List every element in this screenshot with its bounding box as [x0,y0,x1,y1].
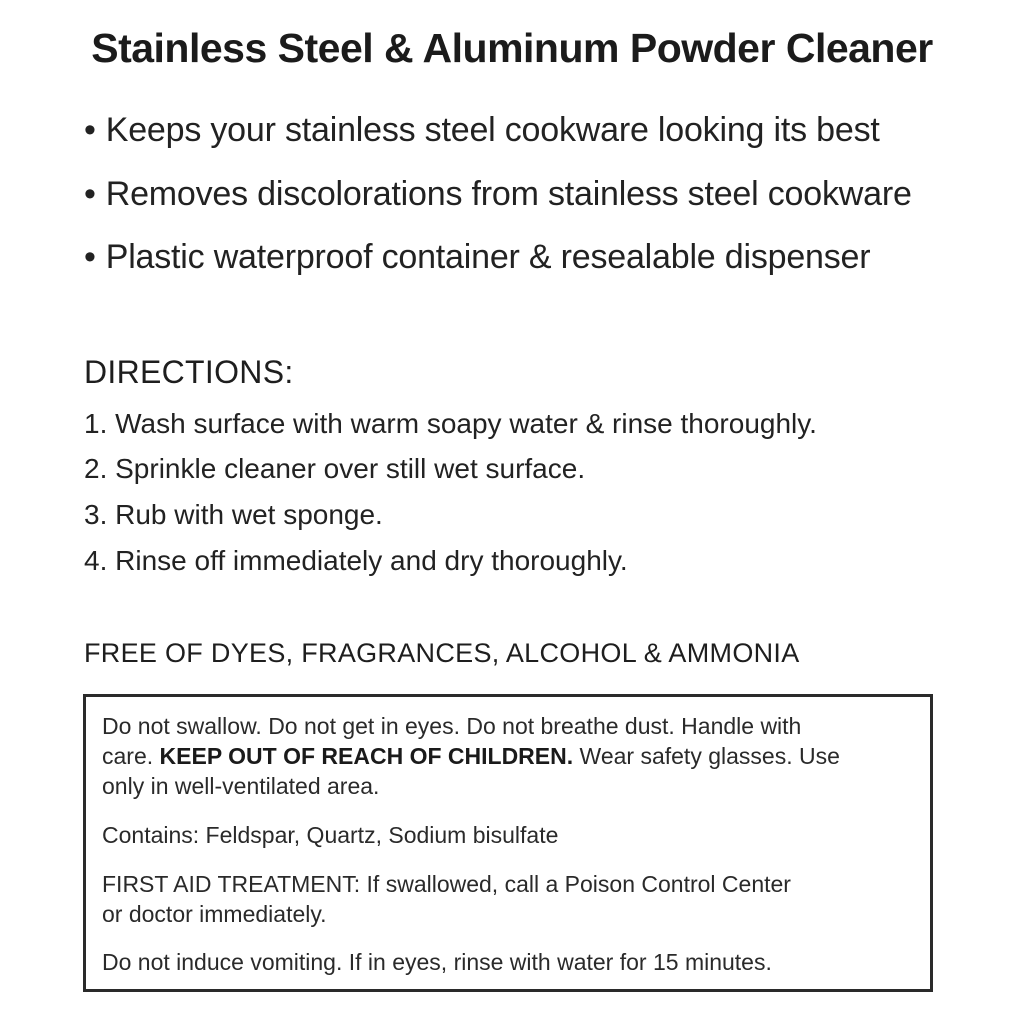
first-aid-text: FIRST AID TREATMENT: If swallowed, call a Poison Control Center [102,871,791,897]
feature-item [84,108,880,152]
direction-step: 3. Rub with wet sponge. [84,499,383,530]
direction-step: 2. Sprinkle cleaner over still wet surface. [84,453,586,484]
feature-item [84,235,870,279]
first-aid-text: Do not induce vomiting. If in eyes, rinse with water for 15 minutes. [102,949,772,975]
feature-item [84,172,912,216]
bullet-icon: • [84,111,96,149]
direction-step: 4. Rinse off immediately and dry thoroughly. [84,545,628,576]
feature-text: Plastic waterproof container & resealable dispenser [105,238,871,276]
bullet-icon: • [84,175,96,213]
warning-text [102,741,840,771]
free-of-statement: FREE OF DYES, FRAGRANCES, ALCOHOL & AMMONIA [84,638,800,668]
ingredients-text: Contains: Feldspar, Quartz, Sodium bisulfate [102,822,559,848]
keep-out-of-reach-warning: KEEP OUT OF REACH OF CHILDREN. [159,743,574,769]
directions-heading: DIRECTIONS: [84,354,294,390]
warning-box [83,694,933,992]
first-aid-text: or doctor immediately. [102,901,327,927]
feature-text: Keeps your stainless steel cookware looking its best [105,111,880,149]
feature-text: Removes discolorations from stainless steel cookware [105,175,912,213]
bullet-icon: • [84,238,96,276]
warning-text-part: Wear safety glasses. Use [573,743,840,769]
direction-step: 1. Wash surface with warm soapy water & rinse thoroughly. [84,408,817,439]
warning-text-part: care. [102,743,160,769]
warning-text: only in well-ventilated area. [102,773,380,799]
product-title: Stainless Steel & Aluminum Powder Cleaner [91,25,933,71]
warning-text: Do not swallow. Do not get in eyes. Do not breathe dust. Handle with [102,713,802,739]
